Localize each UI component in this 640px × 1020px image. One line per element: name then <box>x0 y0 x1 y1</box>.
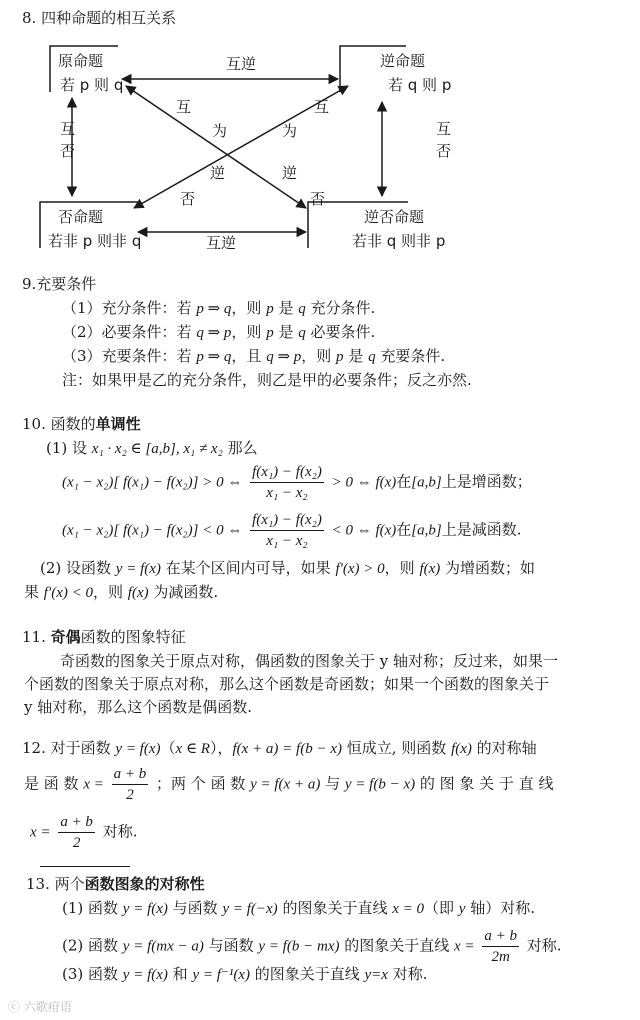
s10-eq1-num: f(x₁) − f(x₂) <box>250 462 324 483</box>
section-9-title: 9.充要条件 <box>22 275 97 293</box>
label-diag-b-1: 互 <box>314 98 330 116</box>
s9-item-3-is: 是 <box>343 347 369 365</box>
s13-i3-m1: y = f(x) <box>122 967 168 983</box>
s9-item-3-q: q <box>368 349 376 365</box>
label-right-1: 互 <box>436 120 452 138</box>
s10-eq2-left: (x₁ − x₂)[ f(x₁) − f(x₂)] < 0 ⇔ <box>62 522 243 539</box>
s13-i2-den: 2m <box>491 949 510 965</box>
s13-i2-c: 的图象关于直线 <box>339 936 455 955</box>
s9-item-2-prefix: 必要条件：若 <box>101 323 197 341</box>
s10-p2-f: ，则 <box>93 583 128 601</box>
box-converse-line1: 逆命题 <box>380 52 426 70</box>
s9-item-1-is: 是 <box>273 299 299 317</box>
s9-item-3-prefix: 充要条件：若 <box>101 347 197 365</box>
s10-line1-a: (1) 设 <box>46 439 92 457</box>
s12-l1-m1: y = f(x) <box>115 741 161 757</box>
s13-i3-m2: y = f⁻¹(x) <box>192 967 250 983</box>
arrow-diag-a <box>126 86 306 208</box>
s10-p2-d: 为增函数；如 <box>440 559 536 577</box>
section-10-title <box>22 414 141 434</box>
s13-i2-m1: y = f(mx − a) <box>122 938 204 955</box>
s13-i3-b: 和 <box>167 965 193 983</box>
s10-p2-m3: f(x) <box>419 561 441 577</box>
s9-item-3-num: （3） <box>62 347 102 365</box>
four-propositions-diagram <box>0 36 640 266</box>
box-original-line1: 原命题 <box>58 52 104 70</box>
s10-eq-increasing <box>62 462 532 503</box>
label-bottom: 互逆 <box>206 234 237 252</box>
label-diag-b-2: 为 <box>282 122 298 140</box>
s9-item-2-p: p <box>266 325 274 341</box>
s12-l1-c: ）， <box>209 739 233 757</box>
s13-i1-m4: y <box>458 901 466 917</box>
s13-i2-num: a + b <box>482 926 519 947</box>
s10-eq1-on: 在 <box>396 472 412 491</box>
s9-item-1-mid: ，则 <box>231 299 267 317</box>
s13-i1-e: 轴）对称. <box>465 899 535 917</box>
s10-eq2-den: x₁ − x₂ <box>266 533 308 549</box>
s13-i1-m2: y = f(−x) <box>222 901 278 917</box>
s9-item-3-cond2: q ⇒ p <box>266 349 302 365</box>
s11-line2: 个函数的图象关于原点对称，那么这个函数是奇函数；如果一个函数的图象关于 <box>24 675 550 693</box>
s13-i2-b: 与函数 <box>203 936 259 955</box>
s10-eq-decreasing <box>62 510 522 551</box>
s10-line1 <box>46 438 258 459</box>
s12-l2-fraction <box>112 764 149 805</box>
s9-item-2-is: 是 <box>273 323 299 341</box>
s10-p2-line1 <box>40 558 535 579</box>
s10-p2-m1: y = f(x) <box>115 561 161 577</box>
section-8-title: 8. 四种命题的相互关系 <box>22 9 177 27</box>
s9-item-1 <box>62 298 375 319</box>
watermark-icon: ⓒ <box>8 1000 24 1014</box>
s12-line2 <box>24 764 553 805</box>
box-original-line2: 若 p 则 q <box>60 76 124 94</box>
s9-item-1-prefix: 充分条件：若 <box>101 299 197 317</box>
s13-i3-m3: y=x <box>364 967 388 983</box>
s11-line3: y 轴对称，那么这个函数是偶函数. <box>24 698 253 716</box>
s12-l3-num: a + b <box>58 812 95 833</box>
s9-item-2-num: （2） <box>62 323 102 341</box>
s12-l3-fraction <box>58 812 95 853</box>
s9-item-1-num: （1） <box>62 299 102 317</box>
s13-i2-a: (2) 函数 <box>62 936 123 955</box>
s13-title-bold: 函数图象的对称性 <box>84 875 205 893</box>
s13-i2-m2: y = f(b − mx) <box>258 938 340 955</box>
s13-item-1 <box>62 898 535 919</box>
s9-item-1-cond: p ⇒ q <box>196 301 232 317</box>
s10-eq2-end: 上是减函数. <box>441 520 522 539</box>
s13-i2-fraction <box>482 926 519 967</box>
s12-l1-e: 的对称轴 <box>471 739 537 757</box>
label-top: 互逆 <box>226 55 257 73</box>
s11-line1: 奇函数的图象关于原点对称，偶函数的图象关于 y 轴对称；反过来，如果一 <box>60 652 559 670</box>
s13-i2-d: 对称. <box>521 936 562 955</box>
s12-l2-b: ；两 个 函 数 <box>156 774 251 793</box>
s10-eq1-int: [a,b] <box>411 474 442 491</box>
s10-line1-math: x₁ · x₂ ∈ [a,b], x₁ ≠ x₂ <box>91 441 223 457</box>
s10-eq2-fraction <box>250 510 324 551</box>
s10-eq1-den: x₁ − x₂ <box>266 485 308 501</box>
s10-eq2-int: [a,b] <box>411 522 442 539</box>
s10-eq2-num: f(x₁) − f(x₂) <box>250 510 324 531</box>
s9-item-3-mid: ，且 <box>231 347 267 365</box>
box-inverse-line2: 若非 p 则非 q <box>48 232 142 250</box>
s13-i3-c: 的图象关于直线 <box>249 965 365 983</box>
label-diag-b-3: 逆 <box>282 164 298 182</box>
s12-l3-den: 2 <box>72 835 81 851</box>
s9-item-2-mid: ，则 <box>231 323 267 341</box>
s10-eq1-mid: > 0 ⇔ f(x) <box>331 474 397 491</box>
s13-i3-a: (3) 函数 <box>62 965 123 983</box>
label-diag-a-2: 为 <box>212 122 228 140</box>
s9-item-1-end: 充分条件. <box>305 299 376 317</box>
section-13-title <box>26 874 205 894</box>
watermark-text: 六歌疳语 <box>23 1000 72 1014</box>
s10-p2-line2 <box>24 582 218 603</box>
s12-l1-m2: x ∈ R <box>175 741 210 757</box>
s12-l1-m4: f(x) <box>451 741 472 757</box>
s9-item-3 <box>62 346 445 367</box>
label-diag-b-4: 否 <box>310 190 326 208</box>
s12-l1-b: （ <box>160 739 176 757</box>
box-contrapositive-line2: 若非 q 则非 p <box>352 232 446 250</box>
s9-item-1-p: p <box>266 301 274 317</box>
s12-l2-d: 的 图 象 关 于 直 线 <box>415 774 554 793</box>
s12-line3 <box>30 812 138 853</box>
s10-eq2-on: 在 <box>396 520 412 539</box>
s13-item-2 <box>62 926 562 967</box>
s13-i1-m1: y = f(x) <box>122 901 168 917</box>
s13-i3-d: 对称. <box>387 965 428 983</box>
s10-p2-b: 在某个区间内可导，如果 <box>160 559 336 577</box>
s9-item-2 <box>62 322 375 343</box>
s11-title-rest: 函数的图象特征 <box>80 628 186 646</box>
s12-l2-m2: y = f(b − x) <box>344 776 416 793</box>
label-diag-a-1: 互 <box>176 98 192 116</box>
s10-title-prefix: 10. 函数的 <box>22 415 96 433</box>
watermark <box>8 998 72 1015</box>
s10-p2-m2: f′(x) > 0 <box>335 561 385 577</box>
label-left-1: 互 <box>60 120 76 138</box>
s13-i2-x: x = <box>454 938 475 955</box>
s12-l2-a: 是 函 数 <box>24 774 84 793</box>
s13-title-prefix: 13. 两个 <box>26 875 85 893</box>
s12-l2-den: 2 <box>126 787 134 803</box>
s12-l3-x: x = <box>30 824 51 841</box>
box-contrapositive-line1: 逆否命题 <box>364 208 425 226</box>
s10-line1-b: 那么 <box>222 439 258 457</box>
s10-p2-a: (2) 设函数 <box>40 559 116 577</box>
s10-p2-e: 果 <box>24 583 44 601</box>
label-left-2: 否 <box>60 142 76 160</box>
s12-l2-x: x = <box>83 776 104 793</box>
s9-item-2-cond: q ⇒ p <box>196 325 232 341</box>
s13-item-3 <box>62 964 428 985</box>
s13-i1-d: （即 <box>424 899 459 917</box>
s9-item-2-q: q <box>298 325 306 341</box>
s11-title-bold: 奇偶 <box>50 628 81 646</box>
s12-l2-num: a + b <box>112 764 149 785</box>
s10-p2-c: ，则 <box>384 559 420 577</box>
section-11-title <box>22 627 186 647</box>
s9-item-1-q: q <box>298 301 306 317</box>
s10-title-bold: 单调性 <box>95 415 141 433</box>
s12-l1-d: 恒成立, 则函数 <box>341 739 452 757</box>
s12-l1-m3: f(x + a) = f(b − x) <box>232 741 342 757</box>
s9-item-3-p: p <box>336 349 344 365</box>
s9-item-2-end: 必要条件. <box>305 323 376 341</box>
box-inverse-line1: 否命题 <box>58 208 104 226</box>
s12-line1 <box>22 738 537 759</box>
s12-l2-c: 与 <box>320 774 345 793</box>
box-converse-line2: 若 q 则 p <box>388 76 452 94</box>
s10-eq1-end: 上是增函数； <box>441 472 532 491</box>
label-right-2: 否 <box>436 142 452 160</box>
label-diag-a-3: 逆 <box>210 164 226 182</box>
s9-item-3-end: 充要条件. <box>375 347 446 365</box>
s10-p2-m5: f(x) <box>127 585 149 601</box>
s13-i1-a: (1) 函数 <box>62 899 123 917</box>
separator-rule <box>40 866 130 867</box>
s9-item-3-mid2: ，则 <box>301 347 337 365</box>
s13-i1-m3: x = 0 <box>392 901 424 917</box>
s12-l3-end: 对称. <box>102 822 138 841</box>
s12-l1-a: 12. 对于函数 <box>22 739 116 757</box>
s9-item-3-cond: p ⇒ q <box>196 349 232 365</box>
s13-i1-c: 的图象关于直线 <box>277 899 393 917</box>
s10-eq2-mid: < 0 ⇔ f(x) <box>331 522 397 539</box>
s12-l2-m1: y = f(x + a) <box>250 776 321 793</box>
s13-i1-b: 与函数 <box>167 899 223 917</box>
s10-eq1-left: (x₁ − x₂)[ f(x₁) − f(x₂)] > 0 ⇔ <box>62 474 243 491</box>
s11-title-prefix: 11. <box>22 628 51 646</box>
s10-p2-g: 为减函数. <box>148 583 219 601</box>
s10-p2-m4: f′(x) < 0 <box>43 585 93 601</box>
s9-note: 注：如果甲是乙的充分条件，则乙是甲的必要条件；反之亦然. <box>62 371 472 389</box>
label-diag-a-4: 否 <box>180 190 196 208</box>
s10-eq1-fraction <box>250 462 324 503</box>
